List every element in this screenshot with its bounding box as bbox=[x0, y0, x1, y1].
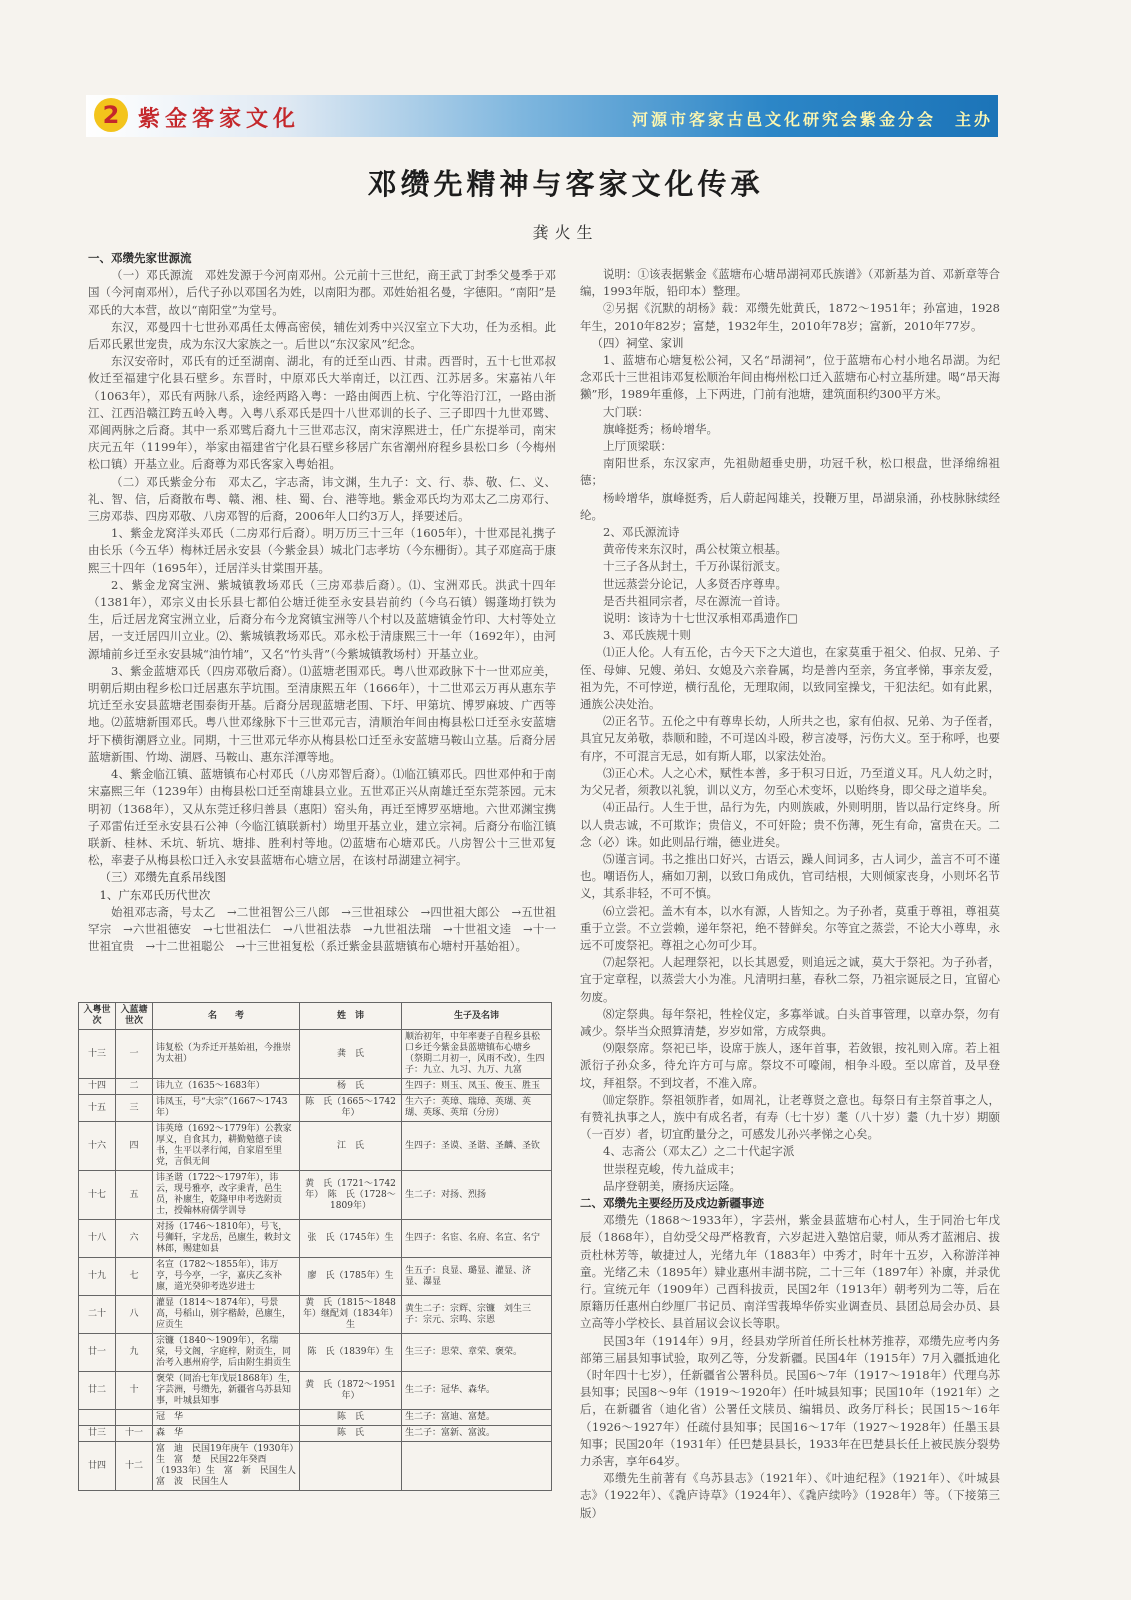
table-cell: 六 bbox=[116, 1220, 153, 1258]
table-cell: 十八 bbox=[79, 1220, 116, 1258]
paragraph: 民国3年（1914年）9月，经县劝学所首任所长杜林芳推荐，邓缵先应考内务部第三届县知事试验，取列乙等，分发新疆。民国4年（1915年）7月入疆抵迪化（时年四十七岁），任新疆省公署科员。民国6～7年（1917～1918年）代理乌苏县知事；民国8～9年（1919～1920年）任叶城县知事；民国10年（1921年）之后，在新疆省（迪化省）公署任文牍员、编辑员、政务厅科长；民国15～16年（1926～1927年）任疏付县知事；民国16～17年（1927～1928年）任墨玉县知事；民国20年（1931年）任巴楚县县长，1933年在巴楚县长任上被民族分裂势力杀害，享年64岁。 bbox=[580, 1333, 1000, 1469]
table-row bbox=[79, 1442, 552, 1491]
table-cell: 廿一 bbox=[79, 1334, 116, 1372]
table-cell: 三 bbox=[116, 1095, 153, 1122]
table-cell bbox=[300, 1442, 402, 1491]
table-cell: 生二子：对扬、烈扬 bbox=[402, 1171, 552, 1220]
section-heading: 一、邓缵先家世源流 bbox=[88, 251, 192, 265]
table-row bbox=[79, 1334, 552, 1372]
paragraph: （二）邓氏紫金分布 邓太乙，字志斋，讳文渊，生九子：文、行、恭、敬、仁、义、礼、智、信，后裔散布粤、赣、湘、桂、蜀、台、港等地。紫金邓氏均为邓太乙二房邓行、三房邓恭、四房邓敬、八房邓智的后裔，2006年人口约3万人，择要述后。 bbox=[88, 474, 556, 524]
paragraph: 大门联： bbox=[603, 404, 649, 419]
table-cell: 五 bbox=[116, 1171, 153, 1220]
table-cell: 十四 bbox=[79, 1079, 116, 1095]
table-cell: 讳英璋（1692～1779年）公教家厚义，自食其力，耕勤勉德子读书，生平以孝行闻，自家眉至里党，言俱无间 bbox=[153, 1122, 300, 1171]
paragraph: 3、紫金蓝塘邓氏（四房邓敬后裔）。⑴蓝塘老围邓氏。粤八世邓政脉下十一世邓应美，明朝后期由程乡松口迁居惠东芋坑围。至清康熙五年（1666年），十二世邓云万再从惠东芋坑迁至永安县蓝塘老围泰街开基。后裔分居现蓝塘老围、下圩、甲第坑、博罗麻坡、广西等地。⑵蓝塘新围邓氏。粤八世邓缘脉下十三世邓元吉，清顺治年间由梅县松口迁至永安蓝塘圩下横街潮唇立业。同期，十三世邓元华亦从梅县松口迁至永安蓝塘马鞍山立基。后裔分居蓝塘新围、竹坳、湖唇、马鞍山、惠东洋潭等地。 bbox=[88, 663, 556, 764]
table-cell: 黄 氏（1815～1848年）继配刘（1834年）生 bbox=[300, 1296, 402, 1334]
table-header-cell: 入粤世次 bbox=[79, 1003, 116, 1030]
table-cell: 龚 氏 bbox=[300, 1030, 402, 1079]
table-cell: 对扬（1746～1810年），号飞，号狮轩，字龙岳，邑廪生，敕封文林郎，赐建如县 bbox=[153, 1220, 300, 1258]
table-cell: 十三 bbox=[79, 1030, 116, 1079]
paragraph: 是否共祖同宗者，尽在源流一首诗。 bbox=[603, 593, 787, 608]
table-row bbox=[79, 1372, 552, 1410]
paragraph: 旗峰挺秀；杨岭增华。 bbox=[603, 421, 718, 436]
table-cell: 八 bbox=[116, 1296, 153, 1334]
paragraph: ⑽定祭胙。祭祖领胙者，如周礼，让老尊贤之意也。每祭日有主祭首事之人，有赞礼执事之人，族中有成名者，有寿（七十岁）耄（八十岁）耋（九十岁）期颐（一百岁）者，切宜酌量分之，可感发儿孙兴孝悌之心矣。 bbox=[580, 1092, 1000, 1142]
paragraph: （一）邓氏源流 邓姓发源于今河南邓州。公元前十三世纪，商王武丁封季父曼季于邓国（今河南邓州），后代子孙以邓国名为姓，以南阳为郡。邓姓始祖名曼，字德阳。“南阳”是邓氏的大本营，故以“南阳堂”为堂号。 bbox=[88, 268, 556, 317]
paragraph: 世远蒸尝分论记，人多贤否序尊卑。 bbox=[603, 576, 787, 591]
article-title: 邓缵先精神与客家文化传承 bbox=[367, 167, 764, 201]
table-cell: 廿四 bbox=[79, 1442, 116, 1491]
subsection-heading: 1、广东邓氏历代世次 bbox=[99, 887, 211, 902]
table-cell: 陈 氏（1839年）生 bbox=[300, 1334, 402, 1372]
paragraph: 2、紫金龙窝宝洲、紫城镇教场邓氏（三房邓恭后裔）。⑴、宝洲邓氏。洪武十四年（1381年），邓宗义由长乐县七都伯公塘迁徙至永安县岩前约（今乌石镇）锡蓬坳打铁为生，后迁居龙窝宝洲立业，后裔分布今龙窝镇宝洲等八个村以及蓝塘镇金竹印、大村等处立居，一支迁居四川立业。⑵、紫城镇教场邓氏。邓永松于清康熙三十一年（1692年），由河源埔前乡迁至永安县城“油竹埔”，又名“竹头背”（今紫城镇教场村）开基立业。 bbox=[88, 577, 556, 661]
table-cell: 廿二 bbox=[79, 1372, 116, 1410]
table-cell: 褒荣（同治七年戊辰1868年）生，字芸洲，号缵先，新疆省乌苏县知事，叶城县知事 bbox=[153, 1372, 300, 1410]
table-cell: 讳圣谐（1722～1797年），讳云，现号雅亭，改字秉青，邑生员，补廪生，乾隆甲申考选附贡士，授翰林府儒学训导 bbox=[153, 1171, 300, 1220]
paragraph: 1、紫金龙窝洋头邓氏（二房邓行后裔）。明万历三十三年（1605年），十世邓昆礼携子由长乐（今五华）梅林迁居永安县（今紫金县）城北门志孝坊（今东栅街）。其子邓庭高于康熙三十四年（1695年），迁居洋头甘棠围开基。 bbox=[88, 526, 556, 575]
table-cell: 讳九立（1635～1683年） bbox=[153, 1079, 300, 1095]
paragraph: ⑵正名节。五伦之中有尊卑长幼，人所共之也，家有伯叔、兄弟、为子侄者，具宜兄友弟敬，恭顺和睦，不可逞凶斗殴，秽言凌辱，污伤大义。至于称呼，也要有序，不可混言无忌，如有斯人耶，以家法处治。 bbox=[580, 714, 1000, 763]
paragraph: 1、蓝塘布心塘复松公祠，又名“昂湖祠”，位于蓝塘布心村小地名昂湖。为纪念邓氏十三世祖讳邓复松顺治年间由梅州松口迁入蓝塘布心村立基所建。喝“昂天海獭”形，1989年重修，上下两进，门前有池塘，建筑面积约300平方米。 bbox=[580, 353, 1000, 402]
paragraph: 邓缵先生前著有《乌苏县志》（1921年）、《叶迪纪程》（1921年）、《叶城县志》（1922年）、《毳庐诗草》（1924年）、《毳庐续吟》（1928年）等。（下接第三版） bbox=[580, 1471, 1000, 1520]
table-cell: 廿三 bbox=[79, 1426, 116, 1442]
paragraph: ⑶正心术。人之心术，赋性本善，多于积习日近，乃至道义耳。凡人幼之时，为父兄者，须教以礼貌，训以义方，勿至心术变坏，以贻终身，即父母之道毕矣。 bbox=[580, 765, 1000, 798]
table-cell bbox=[79, 1410, 116, 1426]
paragraph: ⑺起祭祀。人起理祭祀，以长其恩爱，则追远之诚，莫大于祭祀。为子孙者，宜于定章程，以蒸尝大小为准。凡清明扫墓，春秋二祭，乃祖宗诞辰之日，宜留心勿废。 bbox=[580, 955, 1000, 1004]
table-cell: 杨 氏 bbox=[300, 1079, 402, 1095]
table-cell: 灌显（1814～1874年），号景高，号稻山，别字楷龄，邑廪生，应贡生 bbox=[153, 1296, 300, 1334]
table-cell: 生六子：英璋、瑞璋、英瑚、英瑚、英琢、英琯（分房） bbox=[402, 1095, 552, 1122]
paragraph: 南阳世系，东汉家声，先祖勋超垂史册，功冠千秋，松口根盘，世泽绵绵祖德； bbox=[580, 456, 1000, 488]
table-cell: 张 氏（1745年）生 bbox=[300, 1220, 402, 1258]
paragraph: 3、邓氏族规十则 bbox=[603, 628, 691, 643]
table-header-cell: 入蓝塘世次 bbox=[116, 1003, 153, 1030]
page-number-badge: 2 bbox=[94, 98, 128, 132]
table-cell: 十一 bbox=[116, 1426, 153, 1442]
table-cell: 十五 bbox=[79, 1095, 116, 1122]
table-cell: 黄 氏（1721～1742年） 陈 氏（1728～1809年） bbox=[300, 1171, 402, 1220]
table-cell bbox=[402, 1442, 552, 1491]
table-cell: 十 bbox=[116, 1372, 153, 1410]
paragraph: 上厅顶梁联： bbox=[603, 439, 672, 454]
paragraph: 黄帝传来东汉时，禹公杖策立根基。 bbox=[603, 542, 787, 557]
genealogy-table bbox=[78, 1002, 552, 1491]
table-cell: 十九 bbox=[79, 1258, 116, 1296]
table-row bbox=[79, 1171, 552, 1220]
paragraph: 始祖邓志斋，号太乙 →二世祖智公三八郎 →三世祖球公 →四世祖大郎公 →五世祖罕宗 →六世祖德安 →七世祖法仁 →八世祖法恭 →九世祖法瑞 →十世祖文逵 →十一世祖宜贵 →十二世祖聪公 →十三世祖复松（系迁紫金县蓝塘镇布心塘村开基始祖）。 bbox=[88, 904, 556, 954]
table-cell: 黄 氏（1872～1951年） bbox=[300, 1372, 402, 1410]
section-heading: 二、邓缵先主要经历及戍边新疆事迹 bbox=[580, 1195, 764, 1210]
table-cell: 冠 华 bbox=[153, 1410, 300, 1426]
table-cell: 富 迪 民国19年庚午（1930年）生 富 楚 民国22年癸酉（1933年）生 富 新 民国生人 富 波 民国生人 bbox=[153, 1442, 300, 1491]
table-header-cell: 名 考 bbox=[153, 1003, 300, 1030]
table-row bbox=[79, 1410, 552, 1426]
table-cell: 九 bbox=[116, 1334, 153, 1372]
table-cell: 讳复松（为乔迁开基始祖，今推崇为太祖） bbox=[153, 1030, 300, 1079]
table-cell: 二十 bbox=[79, 1296, 116, 1334]
subsection-heading: （三）邓缵先直系吊线图 bbox=[99, 870, 226, 885]
table-header-cell: 姓 讳 bbox=[300, 1003, 402, 1030]
table-cell: 十二 bbox=[116, 1442, 153, 1491]
paragraph: 4、志斋公（邓太乙）之二十代起字派 bbox=[603, 1144, 795, 1159]
paragraph: 4、紫金临江镇、蓝塘镇布心村邓氏（八房邓智后裔）。⑴临江镇邓氏。四世邓仲和于南宋嘉熙三年（1239年）由梅县松口迁至南雄县立业。五世邓正兴从南雄迁至东莞茶园。元末明初（1368年），又从东莞迁移归善县（惠阳）窑头角，再迁至博罗巫塘地。六世邓渊宝携子邓雷佑迁至永安县石公神（今临江镇联新村）坳里开基立业，建立宗祠。后裔分布临江镇联新、桂林、禾坑、斩坑、塘排、胜利村等地。⑵蓝塘布心塘邓氏。八房智公十三世邓复松，率妻子从梅县松口迁入永安县蓝塘布心塘立居，在该村昂湖建立祠宇。 bbox=[88, 767, 556, 868]
table-row bbox=[79, 1122, 552, 1171]
article-author: 龚火生 bbox=[532, 223, 599, 242]
paragraph: 2、邓氏源流诗 bbox=[603, 525, 680, 540]
left-column bbox=[88, 250, 556, 955]
table-row bbox=[79, 1258, 552, 1296]
table-cell: 生二子：冠华、森华。 bbox=[402, 1372, 552, 1410]
paragraph: ⑻定祭典。每年祭祀，牲栓仪定，多寡举诚。白头首事管理，以章办祭，勿有减少。祭毕当众照算清楚，岁岁如常，方成祭典。 bbox=[580, 1006, 1000, 1038]
table-cell: 生四子：名宦、名府、名宣、名宁 bbox=[402, 1220, 552, 1258]
table-cell: 二 bbox=[116, 1079, 153, 1095]
table-cell: 生四子：圣谟、圣谐、圣麟、圣钦 bbox=[402, 1122, 552, 1171]
table-cell: 廖 氏（1785年）生 bbox=[300, 1258, 402, 1296]
subsection-heading: （四）祠堂、家训 bbox=[591, 335, 684, 350]
table-cell: 一 bbox=[116, 1030, 153, 1079]
paragraph: 杨岭增华，旗峰挺秀，后人蔚起闯雄关，投鞭万里，昂湖泉涌，孙枝脉脉续经纶。 bbox=[580, 490, 1000, 522]
paragraph: ⑹立尝祀。盖木有本，以水有源，人皆知之。为子孙者，莫重于尊祖，尊祖莫重于立尝。不立尝赖，递年祭祀，绝不替鲜矣。尔等宜之蒸尝，不论大小尊卑，永远不可废祭祀。尊祖之心勿可少耳。 bbox=[580, 903, 1000, 952]
table-cell: 江 氏 bbox=[300, 1122, 402, 1171]
table-cell: 陈 氏 bbox=[300, 1410, 402, 1426]
table-cell bbox=[116, 1410, 153, 1426]
paragraph: ②另据《沉默的胡杨》载：邓缵先妣黄氏，1872～1951年；孙富迪，1928年生，2010年82岁；富楚，1932年生，2010年78岁；富新，2010年77岁。 bbox=[580, 301, 1000, 333]
paragraph: 说明：该诗为十七世汉承相邓禹遗作□ bbox=[603, 611, 798, 626]
section-brand: 紫金客家文化 bbox=[138, 106, 301, 132]
table-row bbox=[79, 1030, 552, 1079]
paragraph: ⑴正人伦。人有五伦，古今天下之大道也，在家莫重于祖父、伯叔、兄弟、子侄、母婶、兄嫂、弟妇、女媳及六亲眷属，均是善内至亲，务宜孝悌，事亲友爱，祖为先，不可悖逆，横行乱伦，无理取闹，以致同室操戈，干犯法纪。如有此累，通族公决处治。 bbox=[580, 645, 1000, 712]
paragraph: ⑼限祭席。祭祀已毕，设席于族人，逐年首事，若敛银，按礼则入席。若上祖派衍子孙众多，待允许方可与席。祭坟不可嚎闹，相争斗殴。至以席首，及早登坟，拜祖祭。不到坟者，不准入席。 bbox=[580, 1041, 1000, 1090]
paragraph: ⑸谨言词。书之推出口好兴，古语云，躁人间词多，古人词少，盖言不可不谨也。嘲语伤人，痛如刀割，以致口角成仇，官司结根，大则倾家丧身，小则坏名节义，其系非轻，不可不慎。 bbox=[580, 851, 1000, 901]
table-cell: 黄生二子：宗辉、宗镰 刘生三子：宗元、宗鸣、宗恩 bbox=[402, 1296, 552, 1334]
table-cell: 讳凤玉，号“大宗”（1667～1743年） bbox=[153, 1095, 300, 1122]
table-cell: 生五子：良显、璐显、灌显、济显、瀑显 bbox=[402, 1258, 552, 1296]
table-cell: 宗镰（1840～1909年），名瑞棠，号文阁，字庭梓，附贡生，同治考入惠州府学，后由附生捐贡生 bbox=[153, 1334, 300, 1372]
paragraph: 世崇程克峻，传九益成丰； bbox=[603, 1161, 741, 1176]
table-cell: 生二子：富新、富波。 bbox=[402, 1426, 552, 1442]
paragraph: 说明：①该表据紫金《蓝塘布心塘昂湖祠邓氏族谱》（邓新基为首、邓新章等合编，1993年版，铅印本）整理。 bbox=[580, 267, 1000, 299]
paragraph: 邓缵先（1868～1933年），字芸州，紫金县蓝塘布心村人，生于同治七年戊辰（1868年），自幼受父母严格教育，六岁起进入塾馆启蒙，师从秀才蓝湘启、拔贡杜林芳等，敏捷过人，光绪九年（1883年）中秀才，时年十五岁，入称游洋神童。光绪乙未（1895年）肄业惠州丰湖书院，二十三年（1897年）补廪，并录优行。宣统元年（1909年）己酉科拔贡，民国2年（1913年）朝考列为二等，后在原籍历任惠州白纱厘厂书记员、南洋雪莪埠华侨实业调查员、县团总局会办员、县立高等小学校长、县首届议会议长等职。 bbox=[580, 1213, 1000, 1331]
table-cell: 十六 bbox=[79, 1122, 116, 1171]
table-cell: 生二子：富迪、富楚。 bbox=[402, 1410, 552, 1426]
table-row bbox=[79, 1426, 552, 1442]
table-cell: 十七 bbox=[79, 1171, 116, 1220]
sponsor-text: 河源市客家古邑文化研究会紫金分会 主办 bbox=[631, 110, 993, 129]
table-cell: 森 华 bbox=[153, 1426, 300, 1442]
paragraph: 品序登朝美，赓扬庆运隆。 bbox=[603, 1178, 741, 1193]
table-cell: 陈 氏 bbox=[300, 1426, 402, 1442]
table-cell: 四 bbox=[116, 1122, 153, 1171]
table-header-cell: 生子及名讳 bbox=[402, 1003, 552, 1030]
right-column bbox=[580, 266, 1000, 1522]
table-cell: 七 bbox=[116, 1258, 153, 1296]
table-row bbox=[79, 1296, 552, 1334]
table-cell: 陈 氏（1665～1742年） bbox=[300, 1095, 402, 1122]
table-row bbox=[79, 1079, 552, 1095]
table-row bbox=[79, 1095, 552, 1122]
table-cell: 生四子：则玉、凤玉、俊玉、胜玉 bbox=[402, 1079, 552, 1095]
paragraph: ⑷正品行。人生于世，品行为先，内则族戚，外则明朋，皆以品行定终身。所以人贵志诚，不可欺诈；贵信义，不可奸险；贵不伤薄，死生有命，富贵在天。二念（必）诛。如此则品行端，德业进矣。 bbox=[580, 800, 1000, 849]
table-cell: 名宣（1782～1855年），讳万亨，号今亭，一字，嘉庆乙亥补廪，道光癸卯考选岁进士 bbox=[153, 1258, 300, 1296]
paragraph: 东汉，邓曼四十七世孙邓禹任太傅高密侯，辅佐刘秀中兴汉室立下大功，任为丞相。此后邓氏累世宠贵，成为东汉大家族之一。后世以“东汉家风”纪念。 bbox=[88, 319, 556, 352]
paragraph: 十三子各从封土，千万孙谋衍派支。 bbox=[603, 559, 787, 574]
table-cell: 顺治初年，中年率妻子自程乡县松口乡迁今紫金县蓝塘镇布心塘乡（祭期二月初一，风雨不改），生四子：九立、九习、九万、九富 bbox=[402, 1030, 552, 1079]
table-cell: 生三子：思荣、章荣、褒荣。 bbox=[402, 1334, 552, 1372]
table-row bbox=[79, 1220, 552, 1258]
paragraph: 东汉安帝时，邓氏有的迁至湖南、湖北，有的迁至山西、甘肃。西晋时，五十七世邓叔攸迁至福建宁化县石壁乡。东晋时，中原邓氏大举南迁，以江西、江苏居多。宋嘉祐八年（1063年），邓氏有两脉八系，途经两路入粤：一路由闽西上杭、宁化等沿汀江，一路由浙江、江西沿赣江跨五岭入粤。入粤八系邓氏是四十八世邓训的长子、三子即四十九世邓骘、邓阊两脉之后裔。其中一系邓骘后裔九十三世邓志汉，南宋淳熙进士，任广东提举司，南宋庆元五年（1199年），举家由福建省宁化县石壁乡移居广东省潮州府程乡县松口乡（今梅州松口镇）开基立业。后裔尊为邓氏客家入粤始祖。 bbox=[88, 354, 556, 472]
